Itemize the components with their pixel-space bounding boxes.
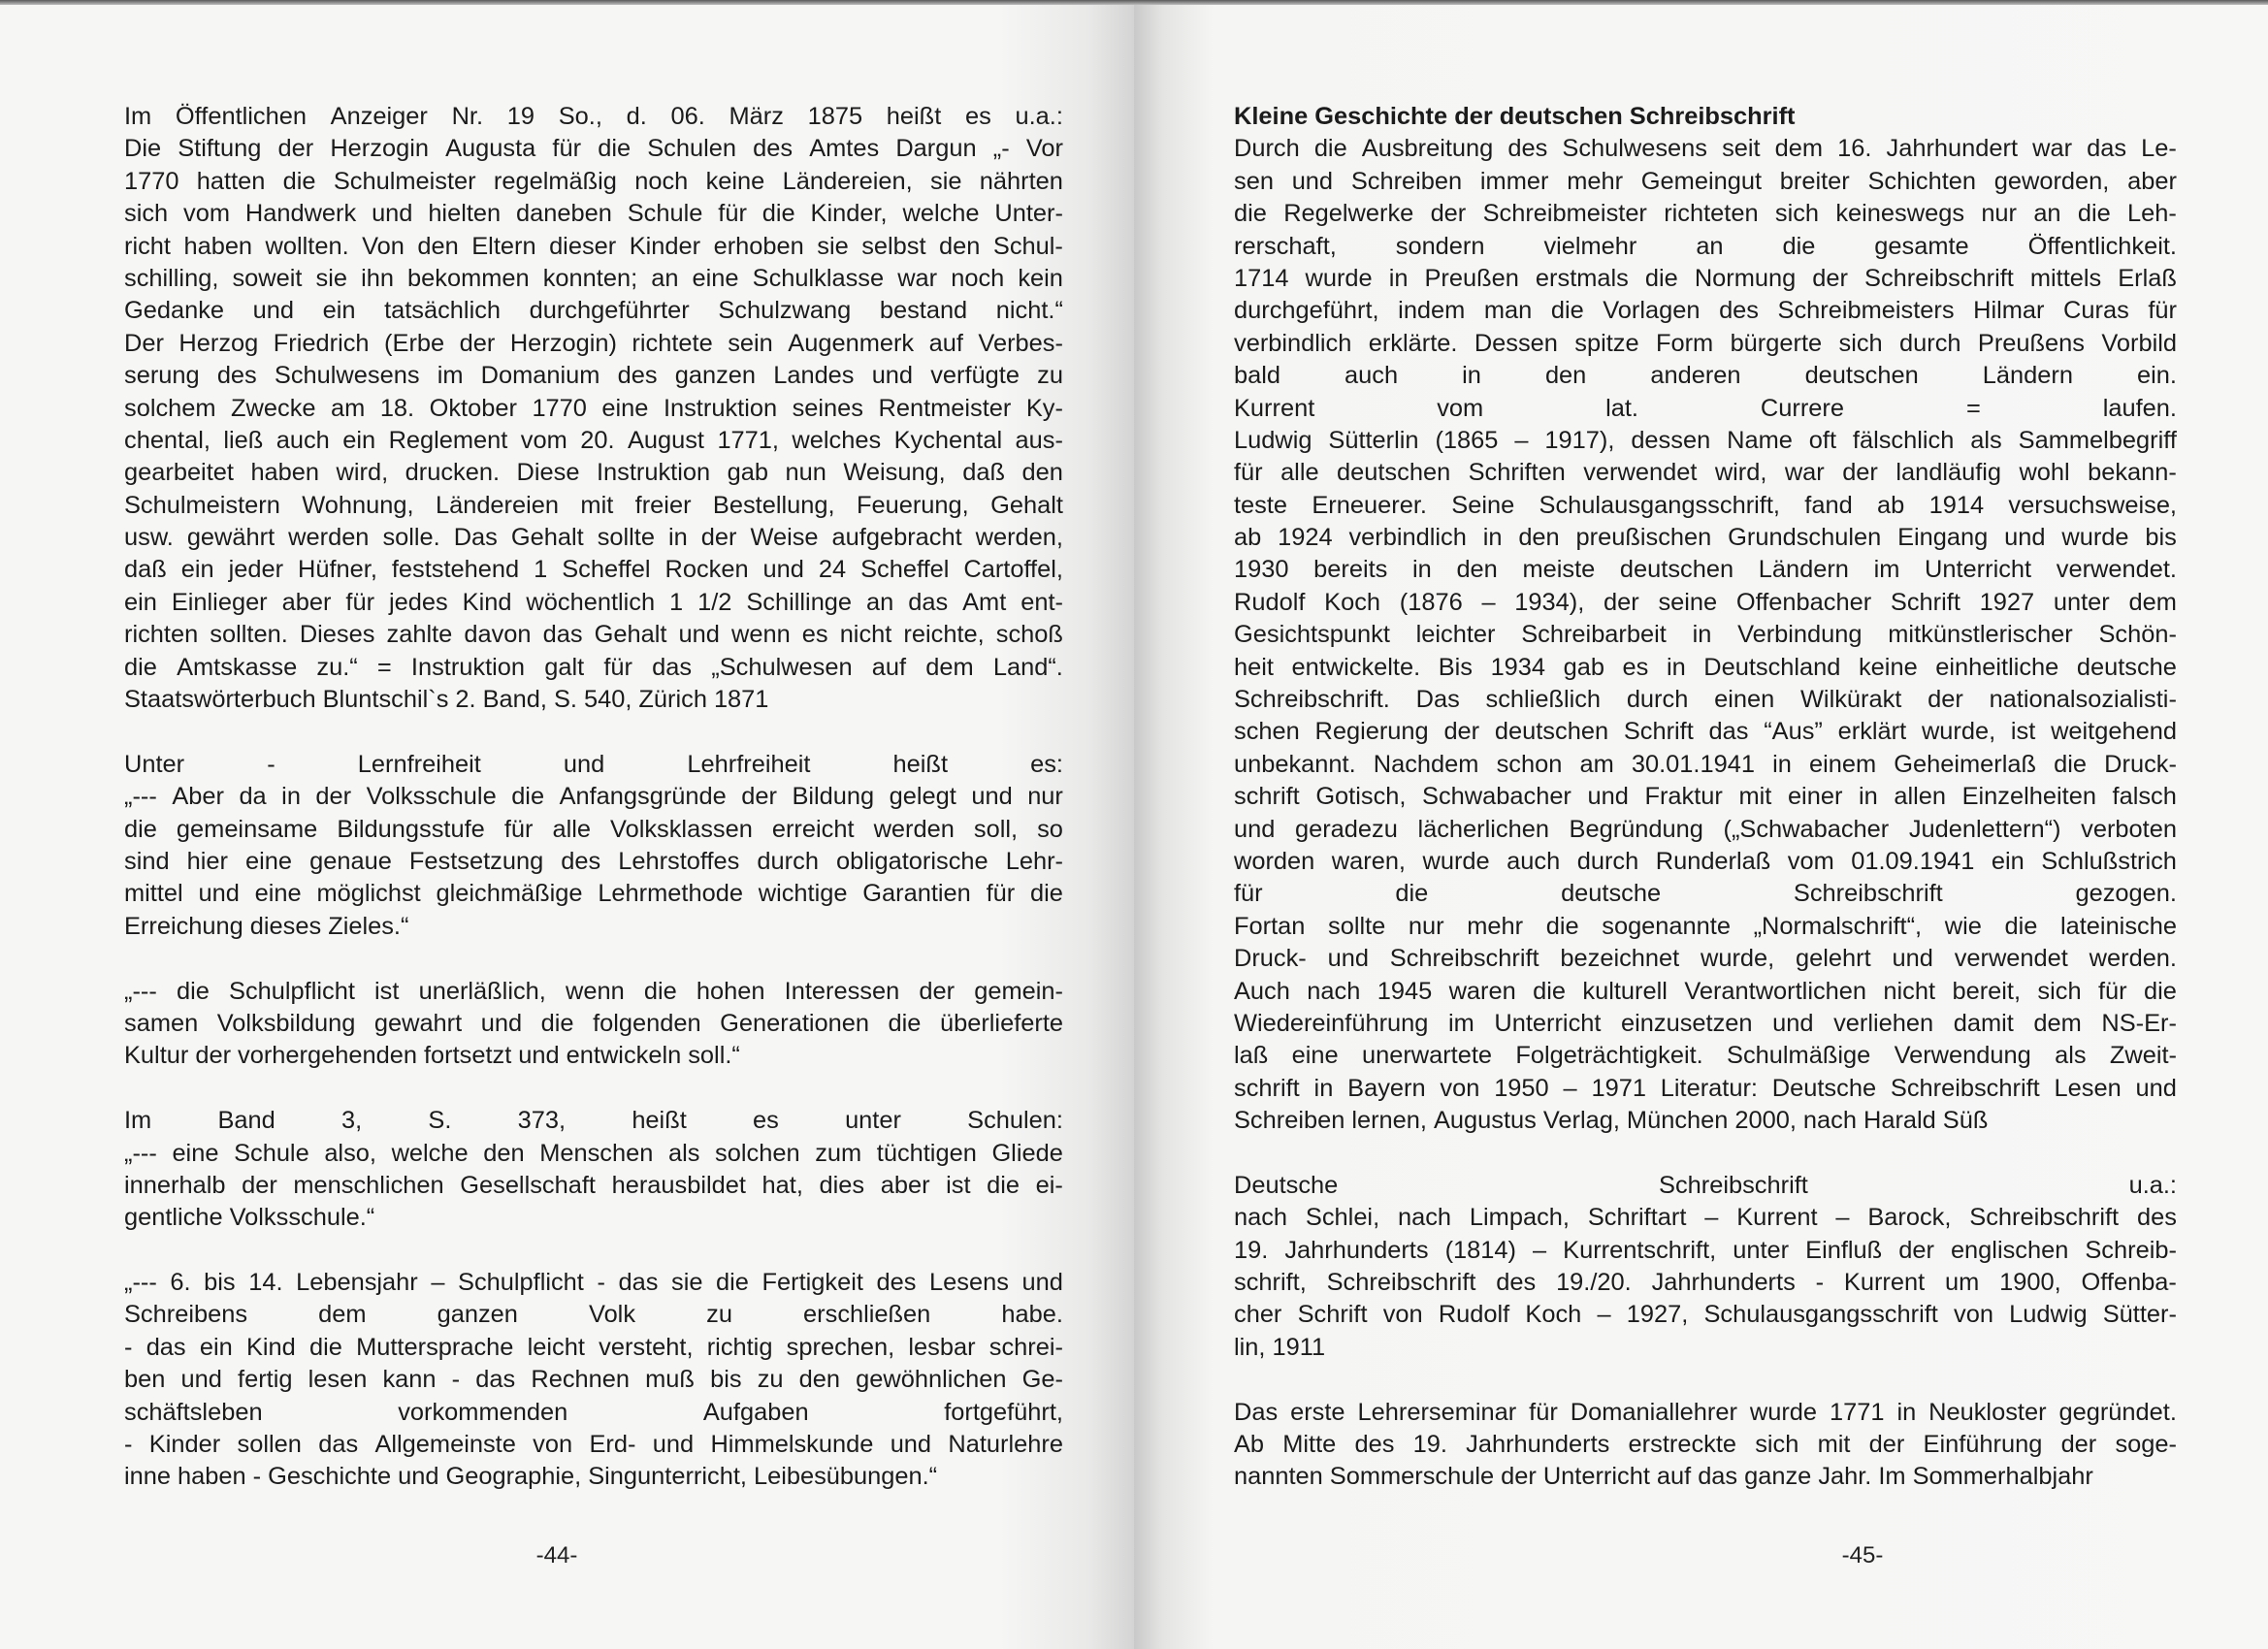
left-page-text bbox=[124, 101, 1063, 1494]
text-line: inne haben - Geschichte und Geographie, Singunterricht, Leibesübungen.“ bbox=[124, 1463, 938, 1491]
text-line: Der Herzog Friedrich (Erbe der Herzogin) richtete sein Augenmerk auf Verbes- bbox=[124, 329, 1063, 357]
text-line: Unter - Lernfreiheit und Lehrfreiheit heißt es: bbox=[124, 750, 1063, 778]
text-line: „--- 6. bis 14. Lebensjahr – Schulpflicht - das sie die Fertigkeit des Lesens und bbox=[124, 1269, 1063, 1297]
text-line: „--- die Schulpflicht ist unerläßlich, wenn die hohen Interessen der gemein- bbox=[124, 977, 1063, 1005]
text-line: Schreibens dem ganzen Volk zu erschließen habe. bbox=[124, 1301, 1063, 1329]
text-line: teste Erneuerer. Seine Schulausgangsschrift, fand ab 1914 versuchsweise, bbox=[1234, 491, 2177, 519]
text-line: daß ein jeder Hüfner, feststehend 1 Scheffel Rocken und 24 Scheffel Cartoffel, bbox=[124, 556, 1063, 584]
text-line: Wiedereinführung im Unterricht einzusetzen und verliehen damit dem NS-Er- bbox=[1234, 1009, 2177, 1037]
text-line: gearbeitet haben wird, drucken. Diese Instruktion gab nun Weisung, daß den bbox=[124, 459, 1063, 487]
text-line: schilling, soweit sie ihn bekommen konnten; an eine Schulklasse war noch kein bbox=[124, 264, 1063, 292]
text-line: Deutsche Schreibschrift u.a.: bbox=[1234, 1171, 2177, 1199]
text-line: 1714 wurde in Preußen erstmals die Normung der Schreibschrift mittels Erlaß bbox=[1234, 264, 2177, 292]
paragraph-gap bbox=[1234, 1138, 2177, 1170]
text-line: Ab Mitte des 19. Jahrhunderts erstreckte sich mit der Einführung der soge- bbox=[1234, 1431, 2177, 1459]
page-number-left: -44- bbox=[535, 1542, 578, 1568]
text-line: sind hier eine genaue Festsetzung des Lehrstoffes durch obligatorische Lehr- bbox=[124, 847, 1063, 875]
paragraph-gap bbox=[124, 943, 1063, 975]
text-line: laß eine unerwartete Folgeträchtigkeit. Schulmäßige Verwendung als Zweit- bbox=[1234, 1042, 2177, 1070]
text-line: samen Volksbildung gewahrt und die folgenden Generationen die überlieferte bbox=[124, 1009, 1063, 1037]
text-line: schrift Gotisch, Schwabacher und Fraktur mit einer in allen Einzelheiten falsch bbox=[1234, 783, 2177, 811]
text-line: ben und fertig lesen kann - das Rechnen muß bis zu den gewöhnlichen Ge- bbox=[124, 1366, 1063, 1394]
text-line: Fortan sollte nur mehr die sogenannte „Normalschrift“, wie die lateinische bbox=[1234, 912, 2177, 940]
text-line: schäftsleben vorkommenden Aufgaben fortgeführt, bbox=[124, 1398, 1063, 1426]
text-line: Kultur der vorhergehenden fortsetzt und entwickeln soll.“ bbox=[124, 1042, 740, 1070]
text-line: unbekannt. Nachdem schon am 30.01.1941 in einem Geheimerlaß die Druck- bbox=[1234, 750, 2177, 778]
text-line: rerschaft, sondern vielmehr an die gesamte Öffentlichkeit. bbox=[1234, 232, 2177, 260]
text-line: cher Schrift von Rudolf Koch – 1927, Schulausgangsschrift von Ludwig Sütter- bbox=[1234, 1301, 2177, 1329]
text-line: 1930 bereits in den meiste deutschen Ländern im Unterricht verwendet. bbox=[1234, 556, 2177, 584]
text-line: Ludwig Sütterlin (1865 – 1917), dessen Name oft fälschlich als Sammelbegriff bbox=[1234, 426, 2177, 454]
text-line: richten sollten. Dieses zahlte davon das Gehalt und wenn es nicht reichte, schoß bbox=[124, 621, 1063, 649]
text-line: schrift in Bayern von 1950 – 1971 Literatur: Deutsche Schreibschrift Lesen und bbox=[1234, 1074, 2177, 1102]
text-line: - Kinder sollen das Allgemeinste von Erd- und Himmelskunde und Naturlehre bbox=[124, 1431, 1063, 1459]
text-line: worden waren, wurde auch durch Runderlaß vom 01.09.1941 ein Schlußstrich bbox=[1234, 847, 2177, 875]
text-line: Rudolf Koch (1876 – 1934), der seine Offenbacher Schrift 1927 unter dem bbox=[1234, 588, 2177, 616]
text-line: serung des Schulwesens im Domanium des ganzen Landes und verfügte zu bbox=[124, 362, 1063, 390]
text-line: „--- eine Schule also, welche den Menschen als solchen zum tüchtigen Gliede bbox=[124, 1139, 1063, 1167]
text-line: 1770 hatten die Schulmeister regelmäßig noch keine Ländereien, sie nährten bbox=[124, 167, 1063, 195]
text-line: ab 1924 verbindlich in den preußischen Grundschulen Eingang und wurde bis bbox=[1234, 524, 2177, 552]
text-line: Gedanke und ein tatsächlich durchgeführter Schulzwang bestand nicht.“ bbox=[124, 297, 1063, 325]
text-line: Schreibschrift. Das schließlich durch einen Wilkürakt der nationalsozialisti- bbox=[1234, 686, 2177, 714]
text-line: verbindlich erklärte. Dessen spitze Form bürgerte sich durch Preußens Vorbild bbox=[1234, 329, 2177, 357]
text-line: Druck- und Schreibschrift bezeichnet wurde, gelehrt und verwendet werden. bbox=[1234, 945, 2177, 973]
text-line: Staatswörterbuch Bluntschil`s 2. Band, S. 540, Zürich 1871 bbox=[124, 686, 769, 714]
text-line: Schulmeistern Wohnung, Ländereien mit freier Bestellung, Feuerung, Gehalt bbox=[124, 491, 1063, 519]
paragraph-gap bbox=[1234, 1364, 2177, 1396]
text-line: mittel und eine möglichst gleichmäßige Lehrmethode wichtige Garantien für die bbox=[124, 880, 1063, 908]
text-line: Das erste Lehrerseminar für Domaniallehrer wurde 1771 in Neukloster gegründet. bbox=[1234, 1398, 2177, 1426]
text-line: Gesichtspunkt leichter Schreibarbeit in Verbindung mitkünstlerischer Schön- bbox=[1234, 621, 2177, 649]
text-line: richt haben wollten. Von den Eltern dieser Kinder erhoben sie selbst den Schul- bbox=[124, 232, 1063, 260]
text-line: solchem Zwecke am 18. Oktober 1770 eine Instruktion seines Rentmeister Ky- bbox=[124, 394, 1063, 422]
page-top-edge bbox=[1134, 0, 2268, 5]
text-line: Kurrent vom lat. Currere = laufen. bbox=[1234, 394, 2177, 422]
paragraph-gap bbox=[124, 1073, 1063, 1105]
text-line: nannten Sommerschule der Unterricht auf das ganze Jahr. Im Sommerhalbjahr bbox=[1234, 1463, 2093, 1491]
page-top-edge bbox=[0, 0, 1134, 5]
text-line: Im Öffentlichen Anzeiger Nr. 19 So., d. 06. März 1875 heißt es u.a.: bbox=[124, 103, 1063, 130]
text-line: bald auch in den anderen deutschen Ländern ein. bbox=[1234, 362, 2177, 390]
section-heading: Kleine Geschichte der deutschen Schreibschrift bbox=[1234, 103, 1796, 130]
text-line: - das ein Kind die Muttersprache leicht versteht, richtig sprechen, lesbar schrei- bbox=[124, 1333, 1063, 1361]
text-line: für die deutsche Schreibschrift gezogen. bbox=[1234, 880, 2177, 908]
text-line: Schreiben lernen, Augustus Verlag, München 2000, nach Harald Süß bbox=[1234, 1107, 1989, 1135]
text-line: 19. Jahrhunderts (1814) – Kurrentschrift, unter Einfluß der englischen Schreib- bbox=[1234, 1236, 2177, 1264]
text-line: die Amtskasse zu.“ = Instruktion galt für das „Schulwesen auf dem Land“. bbox=[124, 653, 1063, 681]
text-line: schrift, Schreibschrift des 19./20. Jahrhunderts - Kurrent um 1900, Offenba- bbox=[1234, 1269, 2177, 1297]
text-line: die Regelwerke der Schreibmeister richteten sich keineswegs nur an die Leh- bbox=[1234, 200, 2177, 228]
text-line: nach Schlei, nach Limpach, Schriftart – Kurrent – Barock, Schreibschrift des bbox=[1234, 1204, 2177, 1232]
text-line: für alle deutschen Schriften verwendet wird, war der landläufig wohl bekann- bbox=[1234, 459, 2177, 487]
text-line: gentliche Volksschule.“ bbox=[124, 1204, 375, 1232]
text-line: chental, ließ auch ein Reglement vom 20. August 1771, welches Kychental aus- bbox=[124, 426, 1063, 454]
text-line: innerhalb der menschlichen Gesellschaft herausbildet hat, dies aber ist die ei- bbox=[124, 1171, 1063, 1199]
text-line: ein Einlieger aber für jedes Kind wöchentlich 1 1/2 Schillinge an das Amt ent- bbox=[124, 588, 1063, 616]
paragraph-gap bbox=[124, 716, 1063, 748]
text-line: „--- Aber da in der Volksschule die Anfangsgründe der Bildung gelegt und nur bbox=[124, 783, 1063, 811]
text-line: lin, 1911 bbox=[1234, 1333, 1326, 1361]
text-line: sen und Schreiben immer mehr Gemeingut breiter Schichten geworden, aber bbox=[1234, 167, 2177, 195]
text-line: und geradezu lächerlichen Begründung („Schwabacher Judenlettern“) verboten bbox=[1234, 815, 2177, 843]
text-line: die gemeinsame Bildungsstufe für alle Volksklassen erreicht werden soll, so bbox=[124, 815, 1063, 843]
right-page-text bbox=[1234, 101, 2177, 1494]
text-line: usw. gewährt werden solle. Das Gehalt sollte in der Weise aufgebracht werden, bbox=[124, 524, 1063, 552]
text-line: sich vom Handwerk und hielten daneben Schule für die Kinder, welche Unter- bbox=[124, 200, 1063, 228]
paragraph-gap bbox=[124, 1235, 1063, 1267]
text-line: Durch die Ausbreitung des Schulwesens seit dem 16. Jahrhundert war das Le- bbox=[1234, 135, 2177, 163]
text-line: heit entwickelte. Bis 1934 gab es in Deutschland keine einheitliche deutsche bbox=[1234, 653, 2177, 681]
text-line: Im Band 3, S. 373, heißt es unter Schulen: bbox=[124, 1107, 1063, 1135]
text-line: Die Stiftung der Herzogin Augusta für die Schulen des Amtes Dargun „- Vor bbox=[124, 135, 1063, 163]
text-line: Erreichung dieses Zieles.“ bbox=[124, 912, 409, 940]
text-line: schen Regierung der deutschen Schrift das “Aus” erklärt wurde, ist weitgehend bbox=[1234, 718, 2177, 746]
text-line: durchgeführt, indem man die Vorlagen des Schreibmeisters Hilmar Curas für bbox=[1234, 297, 2177, 325]
right-page bbox=[1134, 0, 2268, 1649]
text-line: Auch nach 1945 waren die kulturell Verantwortlichen nicht bereit, sich für die bbox=[1234, 977, 2177, 1005]
page-number-right: -45- bbox=[1841, 1542, 1884, 1568]
